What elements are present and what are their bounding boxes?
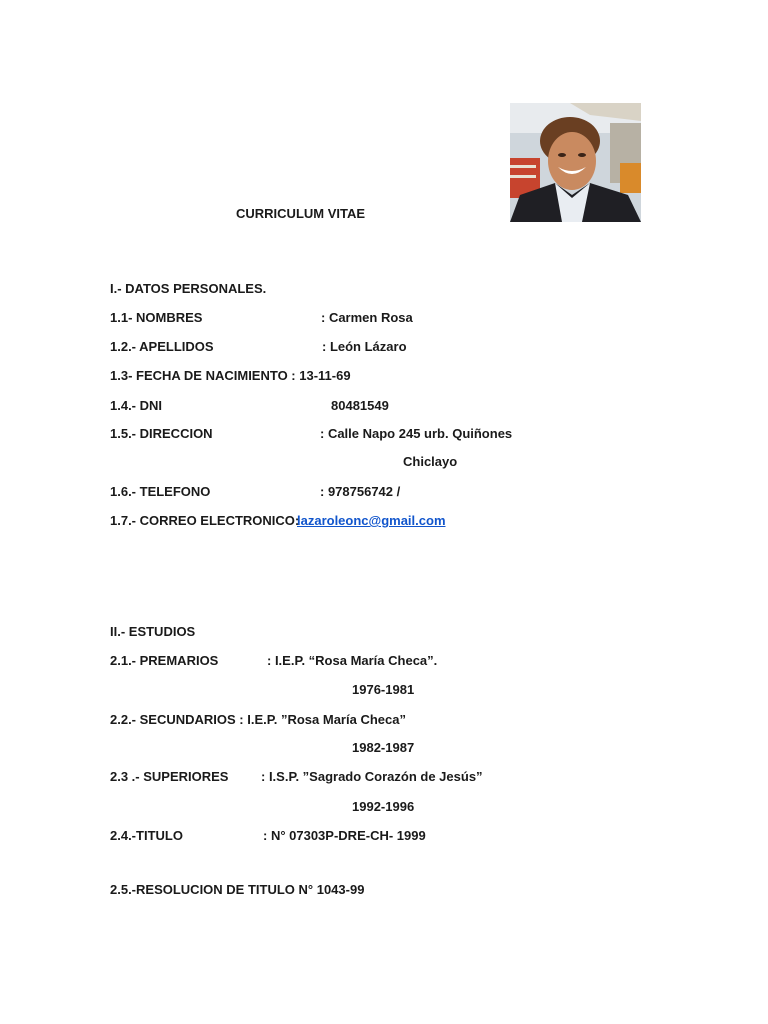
- document-title: CURRICULUM VITAE: [236, 206, 366, 221]
- telefono-label: 1.6.- TELEFONO: [110, 484, 211, 499]
- dni-label: 1.4.- DNI: [110, 398, 163, 413]
- nombres-value: : Carmen Rosa: [321, 310, 413, 325]
- direccion-city: Chiclayo: [403, 454, 458, 469]
- dni-value: 80481549: [331, 398, 389, 413]
- correo-label: 1.7.- CORREO ELECTRONICO:: [110, 513, 300, 528]
- profile-photo: [510, 103, 641, 222]
- direccion-value: : Calle Napo 245 urb. Quiñones: [320, 426, 513, 441]
- superiores-label: 2.3 .- SUPERIORES: [110, 769, 229, 784]
- superiores-years: 1992-1996: [352, 799, 415, 814]
- titulo-label: 2.4.-TITULO: [110, 828, 183, 843]
- apellidos-value: : León Lázaro: [322, 339, 407, 354]
- nombres-label: 1.1- NOMBRES: [110, 310, 203, 325]
- telefono-value: : 978756742 /: [320, 484, 401, 499]
- titulo-value: : N° 07303P-DRE-CH- 1999: [263, 828, 426, 843]
- secundarios-label: 2.2.- SECUNDARIOS : I.E.P. ”Rosa María Checa”: [110, 712, 406, 727]
- apellidos-label: 1.2.- APELLIDOS: [110, 339, 214, 354]
- superiores-value: : I.S.P. ”Sagrado Corazón de Jesús”: [261, 769, 483, 784]
- fecha-nacimiento: 1.3- FECHA DE NACIMIENTO : 13-11-69: [110, 368, 351, 383]
- primarios-label: 2.1.- PREMARIOS: [110, 653, 219, 668]
- direccion-label: 1.5.- DIRECCION: [110, 426, 213, 441]
- section-heading-estudios: II.- ESTUDIOS: [110, 624, 196, 639]
- primarios-years: 1976-1981: [352, 682, 415, 697]
- email-link[interactable]: lazaroleonc@gmail.com: [297, 513, 446, 528]
- primarios-value: : I.E.P. “Rosa María Checa”.: [267, 653, 438, 668]
- secundarios-years: 1982-1987: [352, 740, 415, 755]
- resolucion-titulo: 2.5.-RESOLUCION DE TITULO N° 1043-99: [110, 882, 365, 897]
- section-heading-personal: I.- DATOS PERSONALES.: [110, 281, 267, 296]
